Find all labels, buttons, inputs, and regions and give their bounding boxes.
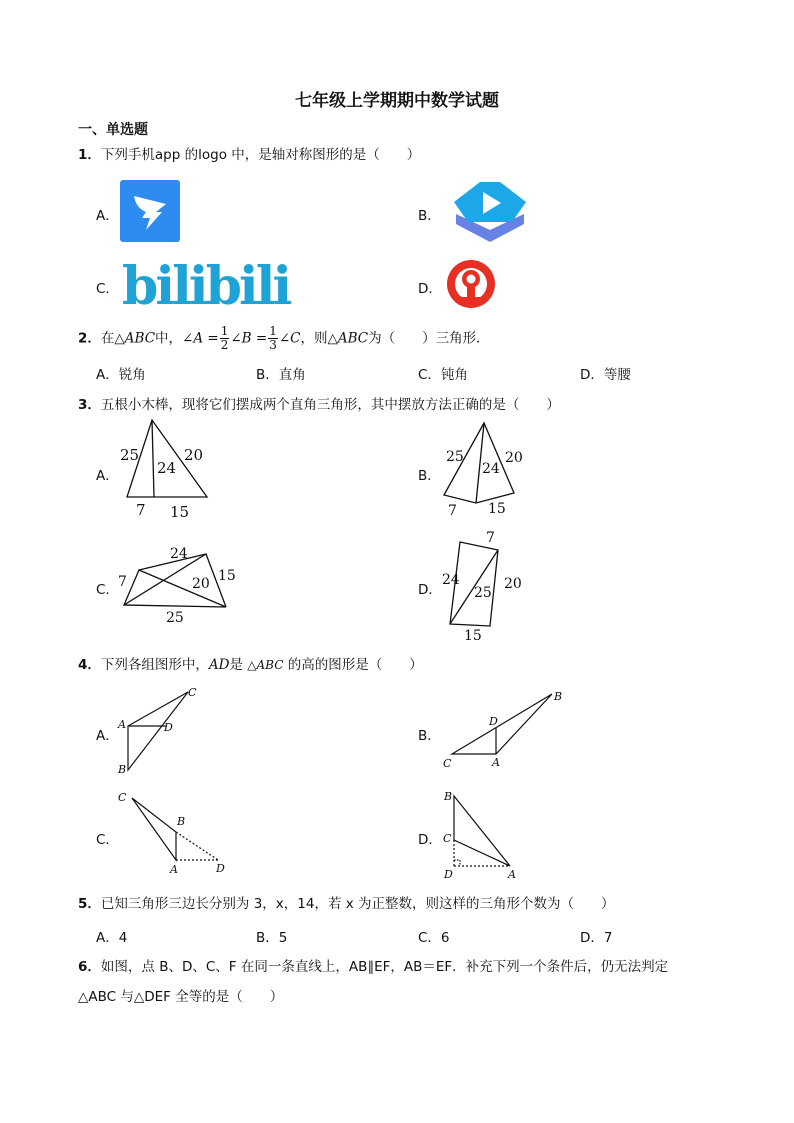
label: 7: [448, 503, 457, 519]
vertex-label: A: [508, 868, 516, 881]
question-text: 的高的图形是（ ）: [287, 657, 423, 673]
triangle-abc: △ABC: [114, 330, 156, 347]
question-6-line-1: [78, 957, 718, 977]
label: 15: [170, 503, 190, 521]
label: 20: [504, 576, 522, 592]
question-number: 4．: [78, 657, 101, 673]
question-number: 3．: [78, 397, 101, 413]
numerator: 1: [269, 324, 277, 338]
option-d-label: D．: [418, 582, 442, 598]
segment-ad: AD: [208, 657, 230, 673]
fraction-one-half: [220, 325, 230, 352]
angle-b: ∠B =: [230, 330, 268, 347]
vertex-label: C: [443, 757, 452, 770]
page-title: 七年级上学期期中数学试题: [295, 91, 499, 111]
vertex-label: B: [118, 763, 127, 776]
option-c-label: C．: [96, 582, 119, 598]
option-c-label: C．: [96, 832, 119, 848]
angle-a: ∠A =: [182, 330, 219, 347]
option-d: D．7: [580, 930, 613, 946]
triangle-abc: △ABC: [247, 658, 284, 672]
option-c-label: C．: [96, 281, 119, 297]
question-text: 下列各组图形中，: [100, 657, 209, 673]
question-text: 中，: [155, 330, 183, 347]
label: 25: [120, 446, 140, 464]
question-text: 是: [229, 657, 243, 673]
option-d-label: D．: [418, 832, 442, 848]
figure-4d: [440, 786, 530, 884]
fraction-one-third: [268, 325, 278, 352]
vertex-label: B: [554, 690, 563, 703]
label: 7: [118, 574, 127, 590]
question-text: 五根小木棒，现将它们摆成两个直角三角形，其中摆放方法正确的是（ ）: [100, 397, 560, 413]
label: 7: [136, 501, 146, 519]
vertex-label: D: [164, 721, 173, 734]
label: 25: [474, 585, 492, 601]
option-b: B．5: [256, 930, 288, 946]
figure-3c: [114, 540, 244, 630]
label: 24: [157, 459, 177, 477]
question-number: 5．: [78, 896, 101, 912]
label: 24: [442, 572, 460, 588]
label: 15: [218, 568, 236, 584]
denominator: 2: [220, 338, 229, 352]
label: 24: [482, 461, 500, 477]
option-a: A．4: [96, 930, 128, 946]
vertex-label: C: [118, 791, 127, 804]
option-d: D．等腰: [580, 367, 631, 383]
option-a-label: A．: [96, 208, 119, 224]
bilibili-logo-icon: [122, 254, 290, 317]
label: 25: [446, 449, 464, 465]
angle-c: ∠C: [278, 330, 301, 347]
vertex-label: D: [489, 715, 498, 728]
vertex-label: D: [444, 868, 453, 881]
label: 25: [166, 610, 184, 626]
figure-4b: [440, 686, 570, 772]
question-5: [78, 894, 615, 914]
question-6: [78, 957, 718, 1007]
option-d-label: D．: [418, 281, 442, 297]
china-railway-logo-icon: [445, 257, 497, 311]
question-3: [78, 395, 560, 415]
option-a-label: A．: [96, 468, 119, 484]
option-b: B．直角: [256, 367, 306, 383]
option-b-label: B．: [418, 728, 441, 744]
question-text: ，则: [300, 330, 328, 347]
option-c: C．钝角: [418, 367, 468, 383]
question-text: 已知三角形三边长分别为 3，x，14，若 x 为正整数，则这样的三角形个数为（ ）: [100, 896, 615, 912]
question-text: 下列手机app 的logo 中，是轴对称图形的是（ ）: [100, 147, 421, 163]
vertex-label: A: [492, 756, 500, 769]
label: 20: [192, 576, 210, 592]
label: 15: [464, 628, 482, 644]
vertex-label: D: [216, 862, 225, 875]
question-text: 如图，点 B、D、C、F 在同一条直线上，AB∥EF，AB＝EF．补充下列一个条件后，仍无法判定: [100, 959, 669, 975]
vertex-label: C: [443, 832, 452, 845]
question-1: [78, 145, 420, 165]
question-2: [78, 325, 490, 352]
denominator: 3: [269, 338, 277, 352]
option-b-label: B．: [418, 468, 441, 484]
numerator: 1: [220, 324, 229, 338]
question-text: 在: [100, 330, 115, 347]
vertex-label: B: [177, 815, 186, 828]
question-6-line-2: △ABC 与△DEF 全等的是（ ）: [78, 989, 284, 1005]
option-b-label: B．: [418, 208, 441, 224]
question-number: 6．: [78, 959, 101, 975]
figure-4c: [114, 788, 234, 880]
triangle-abc: △ABC: [327, 330, 369, 347]
label: 20: [184, 446, 204, 464]
tencent-classroom-logo-icon: [450, 178, 530, 244]
question-4: [78, 655, 423, 675]
option-a-label: A．: [96, 728, 119, 744]
figure-3b: [438, 415, 538, 525]
section-heading: 一、单选题: [78, 122, 148, 138]
vertex-label: B: [444, 790, 453, 803]
vertex-label: A: [170, 863, 178, 876]
label: 7: [486, 530, 495, 546]
label: 24: [170, 546, 188, 562]
question-text: 为（ ）三角形．: [368, 330, 490, 347]
dingtalk-logo-icon: [120, 180, 180, 242]
option-a: A．锐角: [96, 367, 146, 383]
question-number: 2．: [78, 330, 101, 347]
figure-4a: [116, 684, 206, 776]
figure-3a: [112, 415, 222, 525]
bilibili-logo-text: bilibili: [122, 256, 290, 317]
question-number: 1．: [78, 147, 101, 163]
vertex-label: A: [118, 718, 126, 731]
label: 15: [488, 501, 506, 517]
option-c: C．6: [418, 930, 450, 946]
label: 20: [505, 450, 523, 466]
vertex-label: C: [188, 686, 197, 699]
figure-3d: [438, 528, 528, 646]
